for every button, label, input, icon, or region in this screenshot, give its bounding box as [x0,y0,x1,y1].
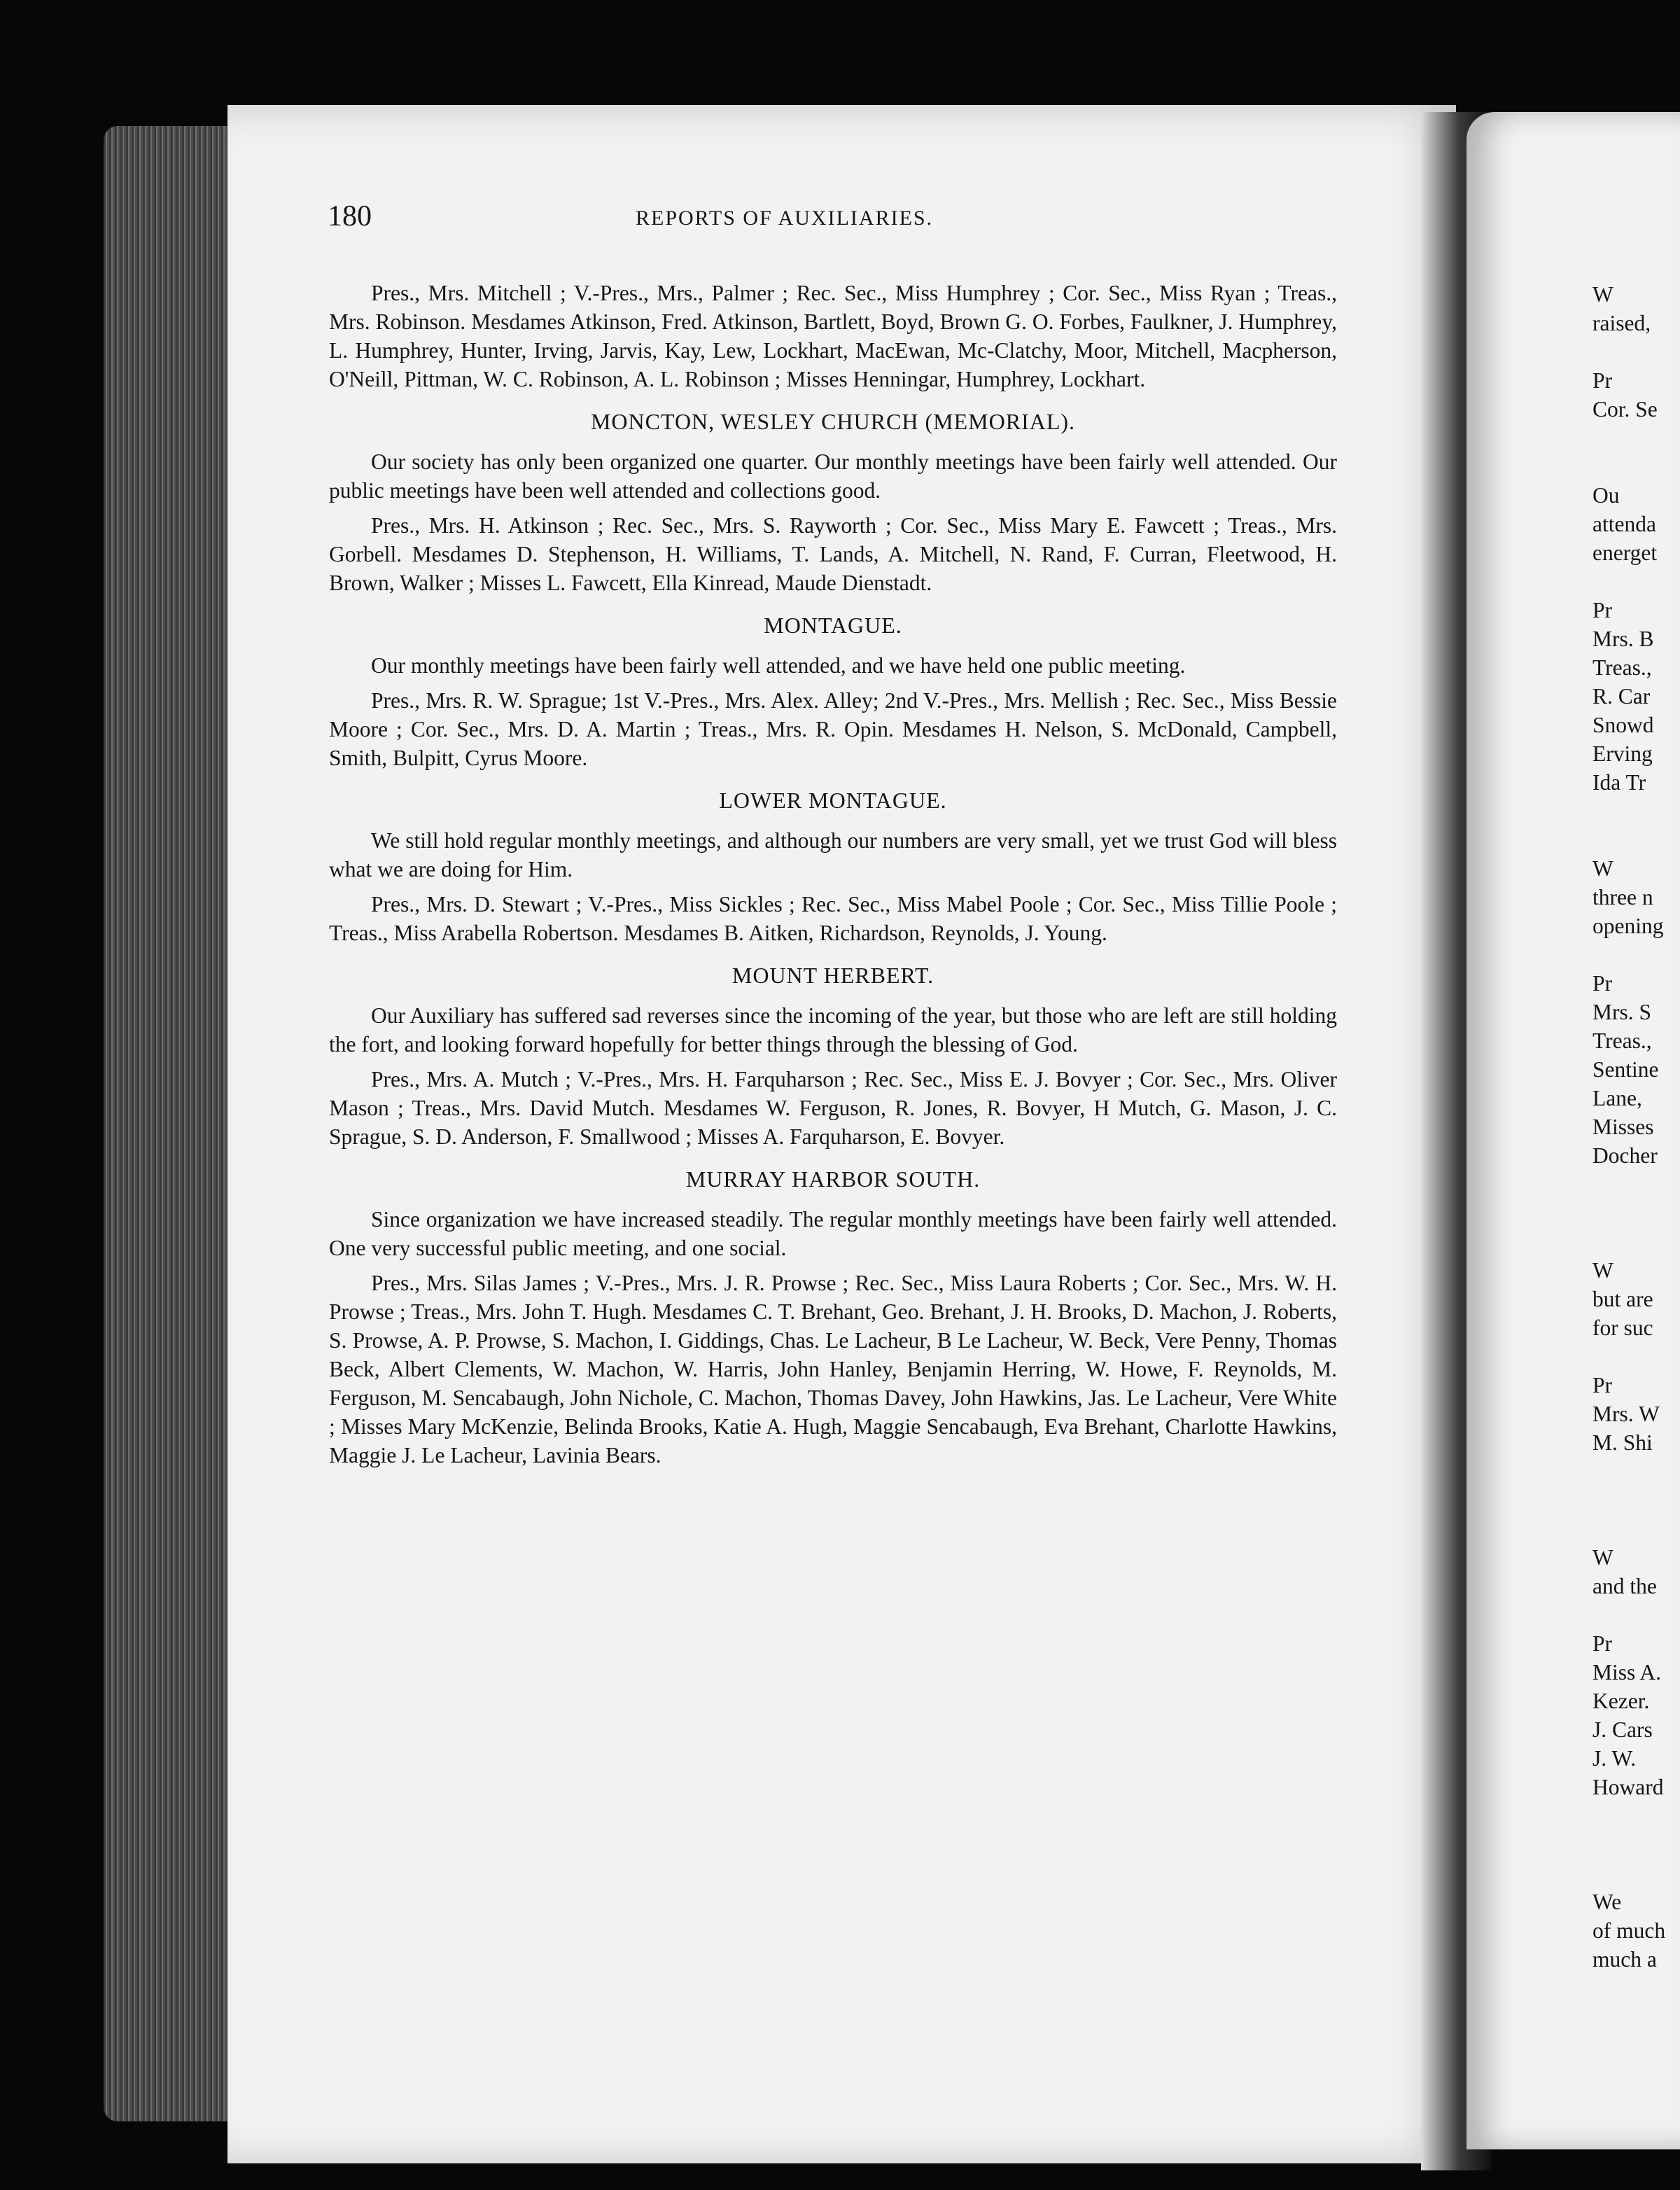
intro-paragraph: Pres., Mrs. Mitchell ; V.-Pres., Mrs., Palmer ; Rec. Sec., Miss Humphrey ; Cor. Sec., Miss Ryan ; Treas., Mrs. Robinson. Mesdames Atkinson, Fred. Atkinson, Bartlett, Boyd, Brown G. O. Forbes, Faulkner, J. Humphrey, L. Humphrey, Hunter, Irving, Jarvis, Kay, Lew, Lockhart, MacEwan, Mc-Clatchy, Moor, Mitchell, Macpherson, O'Neill, Pittman, W. C. Robinson, A. L. Robinson ; Misses Henningar, Humphrey, Lockhart. [329,281,1337,391]
section-title: LOWER MONTAGUE. [719,788,947,813]
right-page-line: Howard [1592,1775,1664,1799]
right-page-line: much a [1592,1947,1657,1972]
left-page-text [329,279,1337,1476]
right-page-line: attenda [1592,512,1656,536]
right-page-text-fragments [1592,280,1680,1974]
right-page-line [1592,1830,1680,1859]
right-page-line: Miss A. [1592,1660,1662,1685]
right-page-line: energet [1592,540,1658,565]
right-page-line: Pr [1592,598,1613,622]
right-page-line: for suc [1592,1316,1653,1340]
page-number: 180 [328,200,372,232]
sections-container [329,407,1337,1470]
section-title: MONTAGUE. [764,613,902,638]
section-paragraph: Pres., Mrs. Silas James ; V.-Pres., Mrs. J. R. Prowse ; Rec. Sec., Miss Laura Roberts ; Cor. Sec., Mrs. W. H. Prowse ; Treas., Mrs. John T. Hugh. Mesdames C. T. Brehant, Geo. Brehant, J. H. Brooks, D. Machon, J. Roberts, S. Prowse, A. P. Prowse, S. Machon, I. Giddings, Chas. Le Lacheur, B Le Lacheur, W. Beck, Vere Penny, Thomas Beck, Albert Clements, W. Machon, W. Harris, John Hanley, Benjamin Herring, W. Howe, F. Reynolds, M. Ferguson, M. Sencabaugh, John Nichole, C. Machon, Thomas Davey, John Hawkins, Jas. Le Lacheur, Vere White ; Misses Mary McKenzie, Belinda Brooks, Katie A. Hugh, Maggie Sencabaugh, Eva Brehant, Charlotte Hawkins, Maggie J. Le Lacheur, Lavinia Bears. [329,1271,1337,1467]
right-page-line: Kezer. [1592,1689,1650,1713]
right-page-line [1592,1600,1680,1629]
section-paragraph: Our society has only been organized one quarter. Our monthly meetings have been fairly well attended. Our public meetings have been well attended and collections good. [329,449,1337,503]
right-page-line [1592,424,1680,452]
right-page-line [1592,1342,1680,1371]
section-paragraph: Pres., Mrs. A. Mutch ; V.-Pres., Mrs. H. Farquharson ; Rec. Sec., Miss E. J. Bovyer ; Cor. Sec., Mrs. Oliver Mason ; Treas., Mrs. David Mutch. Mesdames W. Ferguson, R. Jones, R. Bovyer, H Mutch, G. Mason, J. C. Sprague, S. D. Anderson, F. Smallwood ; Misses A. Farquharson, E. Bovyer. [329,1067,1337,1149]
section [329,786,1337,947]
section-paragraph: We still hold regular monthly meetings, and although our numbers are very small, yet we trust God will bless what we are doing for Him. [329,828,1337,881]
right-page-line [1592,1199,1680,1227]
right-page-line: Mrs. S [1592,1000,1652,1024]
book-page-edges [104,126,237,2121]
right-page-line [1592,452,1680,481]
right-page-line: three n [1592,885,1653,909]
section [329,407,1337,597]
right-page-line: and the [1592,1574,1657,1598]
right-page-line: J. W. [1592,1746,1637,1771]
right-page-line: of much [1592,1918,1666,1943]
section-paragraph: Our Auxiliary has suffered sad reverses since the incoming of the year, but those who are left are still holding the fort, and looking forward hopefully for better things through the blessing of God. [329,1003,1337,1056]
right-page-line: W [1592,856,1614,881]
section [329,1165,1337,1470]
right-page-line: Pr [1592,1373,1613,1397]
right-page-line: Docher [1592,1143,1658,1168]
right-page-line: but are [1592,1287,1653,1311]
right-page-line [1592,1514,1680,1543]
section-paragraph: Pres., Mrs. R. W. Sprague; 1st V.-Pres., Mrs. Alex. Alley; 2nd V.-Pres., Mrs. Mellish ; Rec. Sec., Miss Bessie Moore ; Cor. Sec., Mrs. D. A. Martin ; Treas., Mrs. R. Opin. Mesdames H. Nelson, S. McDonald, Campbell, Smith, Bulpitt, Cyrus Moore. [329,688,1337,770]
page-header [328,200,1336,235]
right-page-line: Snowd [1592,713,1654,737]
right-page-line: Mrs. B [1592,627,1654,651]
right-page-line: Mrs. W [1592,1402,1660,1426]
section [329,611,1337,772]
right-page-line: R. Car [1592,684,1651,709]
right-page-line: raised, [1592,311,1651,335]
right-page-line [1592,1227,1680,1256]
right-page-line [1592,1486,1680,1514]
right-page-line [1592,1859,1680,1888]
section-title: MONCTON, WESLEY CHURCH (MEMORIAL). [590,409,1076,434]
right-page-line: Pr [1592,368,1613,393]
right-page-line: W [1592,1545,1614,1570]
right-page-line: W [1592,1258,1614,1283]
right-page-line: We [1592,1890,1622,1914]
section-paragraph: Pres., Mrs. H. Atkinson ; Rec. Sec., Mrs. S. Rayworth ; Cor. Sec., Miss Mary E. Fawcett ; Treas., Mrs. Gorbell. Mesdames D. Stephenson, H. Williams, T. Lands, A. Mitchell, N. Rand, F. Curran, Fleetwood, H. Brown, Walker ; Misses L. Fawcett, Ella Kinread, Maude Dienstadt. [329,513,1337,595]
right-page-line [1592,825,1680,854]
right-page-line: Pr [1592,971,1613,996]
running-head: REPORTS OF AUXILIARIES. [636,207,934,230]
right-page-line: Lane, [1592,1086,1642,1110]
right-page-line [1592,337,1680,366]
section-paragraph: Since organization we have increased steadily. The regular monthly meetings have been fairly well attended. One very successful public meeting, and one social. [329,1207,1337,1260]
right-page-line: Misses [1592,1115,1654,1139]
right-page-line: Ou [1592,483,1620,508]
right-page-line: Ida Tr [1592,770,1646,795]
right-page-line: M. Shi [1592,1430,1653,1455]
right-page-line: Sentine [1592,1057,1659,1082]
right-page-line [1592,940,1680,969]
right-page-line: opening [1592,914,1664,938]
right-page-line [1592,1457,1680,1486]
right-page-line: Erving [1592,741,1653,766]
right-page-line [1592,1170,1680,1199]
right-page-line [1592,567,1680,596]
right-page-line [1592,1801,1680,1830]
right-page-line: Cor. Se [1592,397,1658,421]
right-page-line: Treas., [1592,1028,1652,1053]
section [329,961,1337,1151]
right-page-line: W [1592,282,1614,307]
right-page-line: Treas., [1592,655,1652,680]
section-paragraph: Pres., Mrs. D. Stewart ; V.-Pres., Miss Sickles ; Rec. Sec., Miss Mabel Poole ; Cor. Sec., Miss Tillie Poole ; Treas., Miss Arabella Robertson. Mesdames B. Aitken, Richardson, Reynolds, J. Young. [329,892,1337,945]
section-paragraph: Our monthly meetings have been fairly well attended, and we have held one public meeting. [371,653,1186,678]
right-page-line: J. Cars [1592,1717,1653,1742]
right-page-line [1592,797,1680,825]
section-title: MOUNT HERBERT. [732,963,934,988]
section-title: MURRAY HARBOR SOUTH. [685,1166,981,1192]
right-page-line: Pr [1592,1631,1613,1656]
